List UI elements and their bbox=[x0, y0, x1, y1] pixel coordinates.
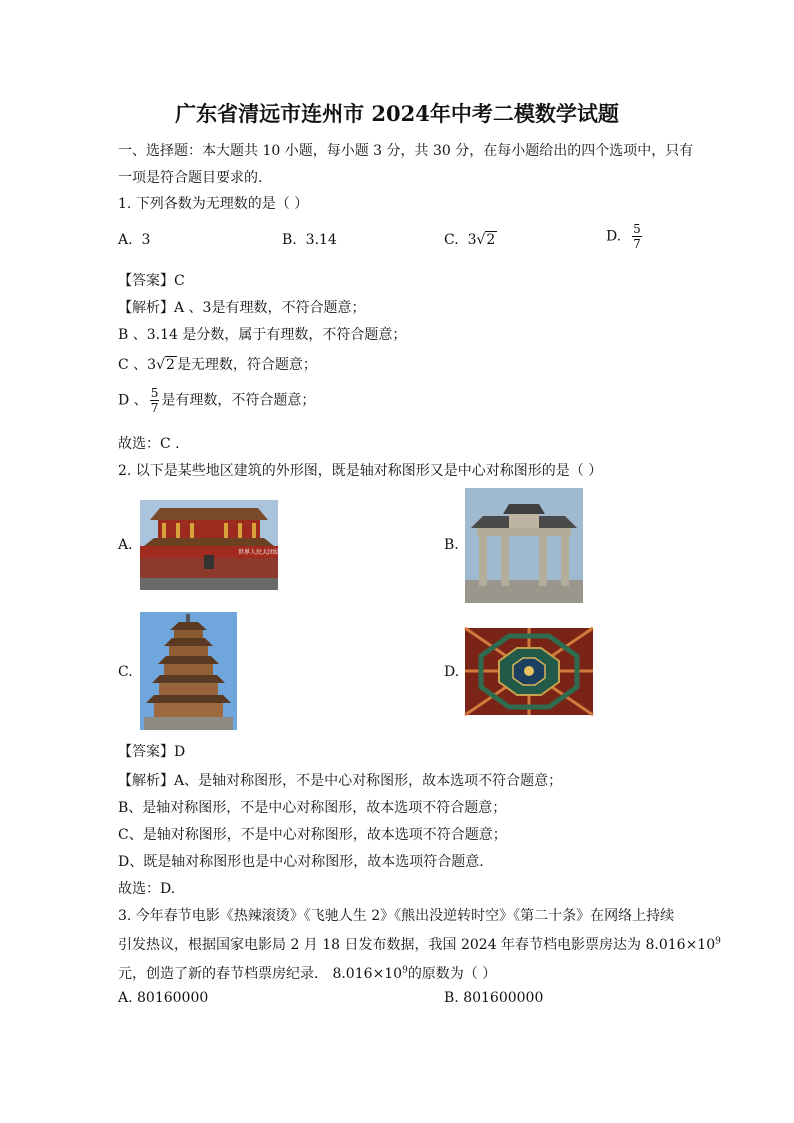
q1-exp-d: D 、 $\frac{5}{7}$ 是有理数，不符合题意； bbox=[118, 386, 316, 415]
q2-exp-d: D、既是轴对称图形也是中心对称图形，故本选项符合题意. bbox=[118, 854, 484, 870]
page-title: 广东省清远市连州市 2024年中考二模数学试题 bbox=[175, 101, 619, 126]
section-intro-line2: 一项是符合题目要求的. bbox=[118, 170, 263, 186]
sqrt-symbol: √2 bbox=[156, 357, 175, 373]
q1-exp-c: C 、3√2 是无理数，符合题意； bbox=[118, 357, 317, 373]
q3-option-a: A. 80160000 bbox=[118, 990, 209, 1006]
fraction: $\frac{5}{7}$ bbox=[633, 222, 641, 251]
tiananmen-image bbox=[140, 500, 293, 590]
q1-option-d: D. $\frac{5}{7}$ bbox=[606, 222, 641, 251]
q2-option-b-label: B. bbox=[444, 537, 459, 553]
sqrt-symbol: √2 bbox=[476, 232, 496, 248]
q1-option-b: B. 3.14 bbox=[282, 232, 337, 248]
q1-option-a: A. 3 bbox=[118, 232, 151, 248]
q2-exp-b: B、是轴对称图形，不是中心对称图形，故本选项不符合题意； bbox=[118, 800, 507, 816]
paifang-gate-image bbox=[465, 488, 583, 603]
q2-stem: 2. 以下是某些地区建筑的外形图，既是轴对称图形又是中心对称图形的是（ ） bbox=[118, 463, 603, 479]
fraction: $\frac{5}{7}$ bbox=[150, 386, 159, 415]
q3-line3: 元，创造了新的春节档票房纪录． $8.016\times 10^9$的原数为（ ） bbox=[118, 965, 497, 982]
q3-option-b: B. 801600000 bbox=[444, 990, 544, 1006]
section-intro-line1: 一、选择题：本大题共 10 小题，每小题 3 分，共 30 分，在每小题给出的四个选项中，只有 bbox=[118, 143, 694, 159]
banner-text: 世界人民大团结万岁 bbox=[238, 550, 293, 556]
q3-line2: 引发热议，根据国家电影局 2 月 18 日发布数据，我国 2024 年春节档电影票房达为 $8.016\times 10^9$ bbox=[118, 936, 721, 953]
q1-exp-b: B 、3.14 是分数，属于有理数，不符合题意； bbox=[118, 327, 407, 343]
q2-choose: 故选：D. bbox=[118, 881, 176, 897]
q1-stem: 1. 下列各数为无理数的是（ ） bbox=[118, 196, 309, 212]
wooden-pagoda-image bbox=[140, 612, 237, 730]
octagonal-ceiling-image bbox=[465, 628, 593, 715]
q2-option-d-label: D. bbox=[444, 664, 460, 680]
q3-line1: 3. 今年春节电影《热辣滚烫》《飞驰人生 2》《熊出没逆转时空》《第二十条》在网络上持续 bbox=[118, 908, 675, 924]
q1-option-c: C. 3√2 bbox=[444, 232, 496, 248]
q1-answer: 【答案】C bbox=[118, 273, 185, 289]
q2-option-c-label: C. bbox=[118, 664, 133, 680]
q2-option-a-label: A. bbox=[118, 537, 133, 553]
q2-exp-c: C、是轴对称图形，不是中心对称图形，故本选项不符合题意； bbox=[118, 827, 507, 843]
q1-choose: 故选：C . bbox=[118, 436, 180, 452]
q2-answer: 【答案】D bbox=[118, 744, 186, 760]
q1-exp-a: 【解析】A 、3是有理数，不符合题意； bbox=[118, 300, 366, 316]
q2-exp-a: 【解析】A、是轴对称图形，不是中心对称图形，故本选项不符合题意； bbox=[118, 773, 563, 789]
